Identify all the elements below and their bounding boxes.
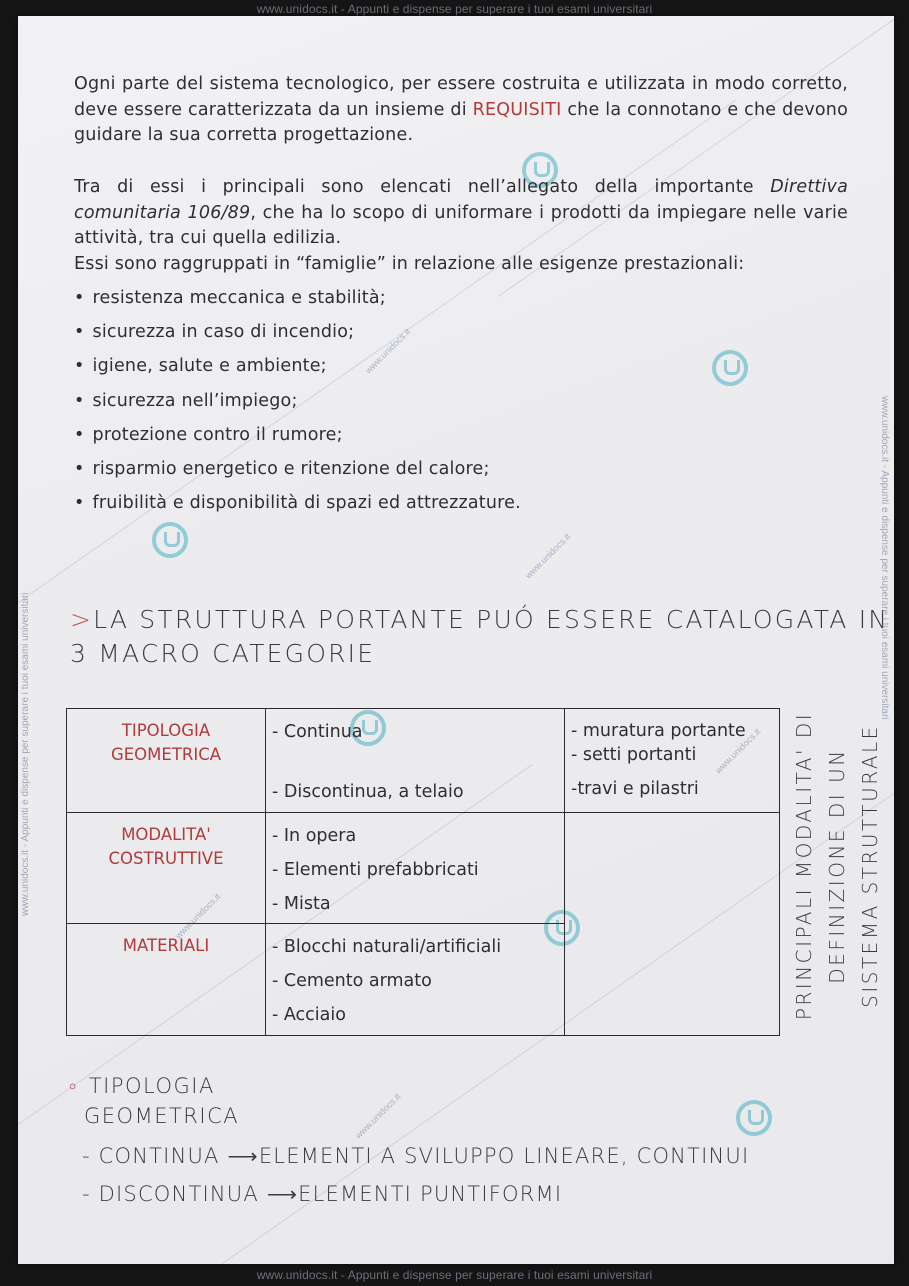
watermark-small: www.unidocs.it [173, 891, 223, 941]
watermark-small: www.unidocs.it [363, 326, 413, 376]
table-row [67, 709, 780, 813]
list-item: • sicurezza in caso di incendio; [74, 320, 848, 346]
note-title-line2: GEOMETRICA [84, 1104, 240, 1128]
watermark-small: www.unidocs.it [713, 726, 763, 776]
table-cell: - In opera - Elementi prefabbricati - Mista [266, 812, 565, 924]
list-item: • risparmio energetico e ritenzione del calore; [74, 457, 848, 483]
unidocs-logo-icon [152, 522, 188, 558]
table-header-cell: MODALITA' COSTRUTTIVE [67, 812, 266, 924]
categories-table [66, 708, 780, 1036]
handwritten-heading-line2: 3 MACRO CATEGORIE [70, 639, 376, 668]
arrow-right-icon: ⟶ [266, 1182, 299, 1206]
table-header-cell: MATERIALI [67, 924, 266, 1036]
requirements-list [74, 286, 848, 525]
note-discontinua: - DISCONTINUA ⟶ELEMENTI PUNTIFORMI [82, 1182, 563, 1206]
side-note-vertical: PRINCIPALI MODALITA' DI DEFINIZIONE DI UN SISTEMA STRUTTURALE [792, 711, 882, 1021]
arrow-icon: > [70, 605, 94, 634]
circle-bullet-icon: ∘ [66, 1074, 81, 1098]
intro-paragraph-2: Tra di essi i principali sono elencati nell’allegato della importante Direttiva comunitaria 106/89, che ha lo scopo di uniformare i prodotti da impiegare nelle varie attività, tra cui quella edilizia. [74, 177, 848, 248]
list-item: • resistenza meccanica e stabilità; [74, 286, 848, 312]
watermark-small: www.unidocs.it [353, 1091, 403, 1141]
watermark-vertical-left: www.unidocs.it - Appunti e dispense per superare i tuoi esami universitari [20, 592, 31, 916]
note-continua: - CONTINUA ⟶ELEMENTI A SVILUPPO LINEARE, CONTINUI [82, 1144, 750, 1168]
list-item: • sicurezza nell’impiego; [74, 389, 848, 415]
table-row [67, 812, 780, 924]
unidocs-logo-icon [736, 1100, 772, 1136]
intro-paragraph-1: Ogni parte del sistema tecnologico, per essere costruita e utilizzata in modo corretto, deve essere caratterizzata da un insieme di REQUISITI che la connotano e che devono guidare la sua corretta progettazione. [74, 74, 849, 145]
table-cell: - muratura portante - setti portanti -travi e pilastri [565, 709, 780, 813]
table-header-cell: TIPOLOGIA GEOMETRICA [67, 709, 266, 813]
handwritten-heading-line1: >LA STRUTTURA PORTANTE PUÓ ESSERE CATALOGATA IN [70, 605, 890, 634]
list-item: • protezione contro il rumore; [74, 423, 848, 449]
arrow-right-icon: ⟶ [227, 1144, 259, 1168]
intro-paragraph-3: Essi sono raggruppati in “famiglie” in relazione alle esigenze prestazionali: [74, 254, 745, 274]
directive-name: Direttiva comunitaria 106/89 [74, 177, 848, 223]
table-cell [565, 812, 780, 1035]
requisiti-highlight: REQUISITI [472, 99, 562, 120]
list-item: • fruibilità e disponibilità di spazi ed attrezzature. [74, 491, 848, 517]
note-title-line1: ∘ TIPOLOGIA [66, 1074, 215, 1098]
watermark-small: www.unidocs.it [523, 531, 573, 581]
document-page [18, 16, 894, 1264]
table-cell: - Continua - Discontinua, a telaio [266, 709, 565, 813]
watermark-bottom: www.unidocs.it - Appunti e dispense per superare i tuoi esami universitari [256, 1268, 653, 1282]
watermark-vertical-right: www.unidocs.it - Appunti e dispense per superare i tuoi esami universitari [879, 396, 890, 720]
list-item: • igiene, salute e ambiente; [74, 354, 848, 380]
watermark-top: www.unidocs.it - Appunti e dispense per superare i tuoi esami universitari [256, 2, 653, 16]
table-cell: - Blocchi naturali/artificiali - Cemento armato - Acciaio [266, 924, 565, 1036]
